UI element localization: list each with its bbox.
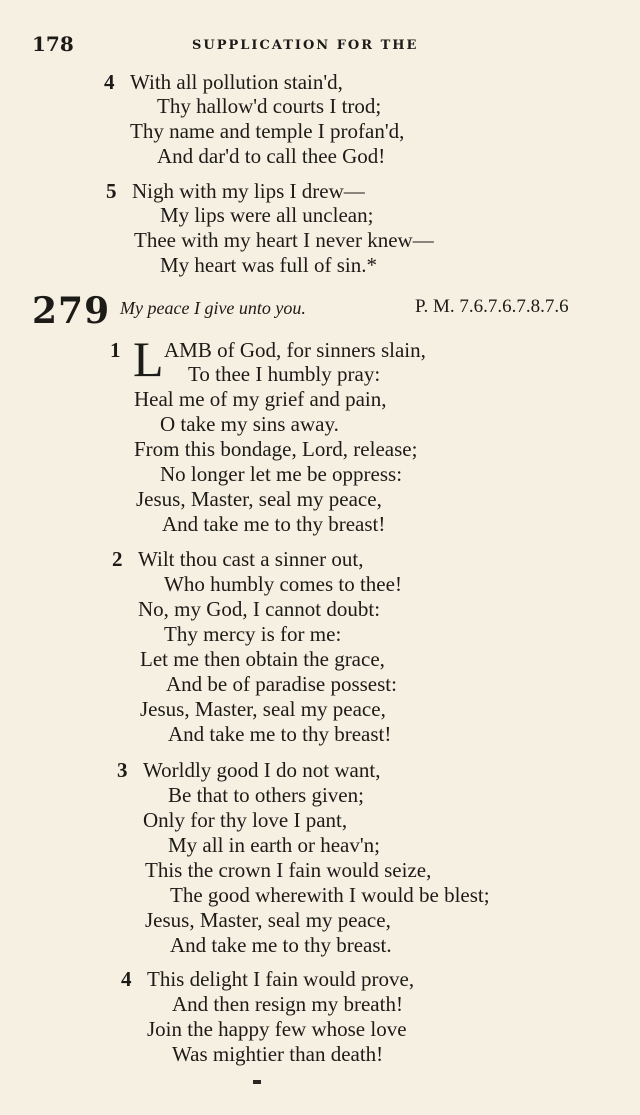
verse-line: Let me then obtain the grace, [140,647,385,671]
verse-line: This delight I fain would prove, [147,967,415,991]
verse-line: My lips were all unclean; [160,203,374,227]
verse-line: With all pollution stain'd, [130,70,343,94]
verse-line: Thy hallow'd courts I trod; [157,94,382,118]
verse-line: Worldly good I do not want, [143,758,381,782]
verse-line: And take me to thy breast! [168,722,392,746]
running-title: SUPPLICATION FOR THE [192,38,419,53]
verse-number: 1 [110,338,121,362]
verse-line: Heal me of my grief and pain, [134,387,387,411]
verse-line: My all in earth or heav'n; [168,833,380,857]
verse-number: 3 [117,758,128,782]
verse-line: O take my sins away. [160,412,339,436]
page-number: 178 [32,32,74,56]
verse-line: Join the happy few whose love [147,1017,407,1041]
hymn-title: My peace I give unto you. [120,298,306,318]
verse-number: 4 [104,70,115,94]
hymn-meter: P. M. 7.6.7.6.7.8.7.6 [415,296,569,317]
verse-line: Wilt thou cast a sinner out, [138,547,364,571]
verse-line: To thee I humbly pray: [188,362,381,386]
verse-number: 2 [112,547,123,571]
verse-line: Be that to others given; [168,783,364,807]
verse-line: Jesus, Master, seal my peace, [145,908,391,932]
verse-line: And take me to thy breast! [162,512,386,536]
verse-line: And take me to thy breast. [170,933,392,957]
verse-line: From this bondage, Lord, release; [134,437,418,461]
verse-line: And dar'd to call thee God! [157,144,386,168]
hymn-number: 279 [32,290,111,332]
verse-line: No, my God, I cannot doubt: [138,597,381,621]
verse-line: The good wherewith I would be blest; [170,883,490,907]
verse-line: Was mightier than death! [172,1042,384,1066]
verse-line: This the crown I fain would seize, [145,858,432,882]
verse-number: 4 [121,967,132,991]
verse-line: No longer let me be oppress: [160,462,403,486]
printer-mark [253,1080,261,1084]
verse-line: Thee with my heart I never knew— [134,228,434,252]
verse-line: And be of paradise possest: [166,672,397,696]
page-header [32,32,612,56]
verse-line: And then resign my breath! [172,992,403,1016]
verse-line: Jesus, Master, seal my peace, [136,487,382,511]
verse-line: Thy mercy is for me: [164,622,342,646]
drop-cap: L [133,331,164,387]
verse-line: AMB of God, for sinners slain, [164,338,426,362]
hymn-heading [32,290,622,330]
verse-line: My heart was full of sin.* [160,253,377,277]
verse-line: Jesus, Master, seal my peace, [140,697,386,721]
verse-line: Only for thy love I pant, [143,808,348,832]
verse-line: Who humbly comes to thee! [164,572,402,596]
verse-line: Thy name and temple I profan'd, [130,119,405,143]
verse-line: Nigh with my lips I drew— [132,179,365,203]
verse-number: 5 [106,179,117,203]
